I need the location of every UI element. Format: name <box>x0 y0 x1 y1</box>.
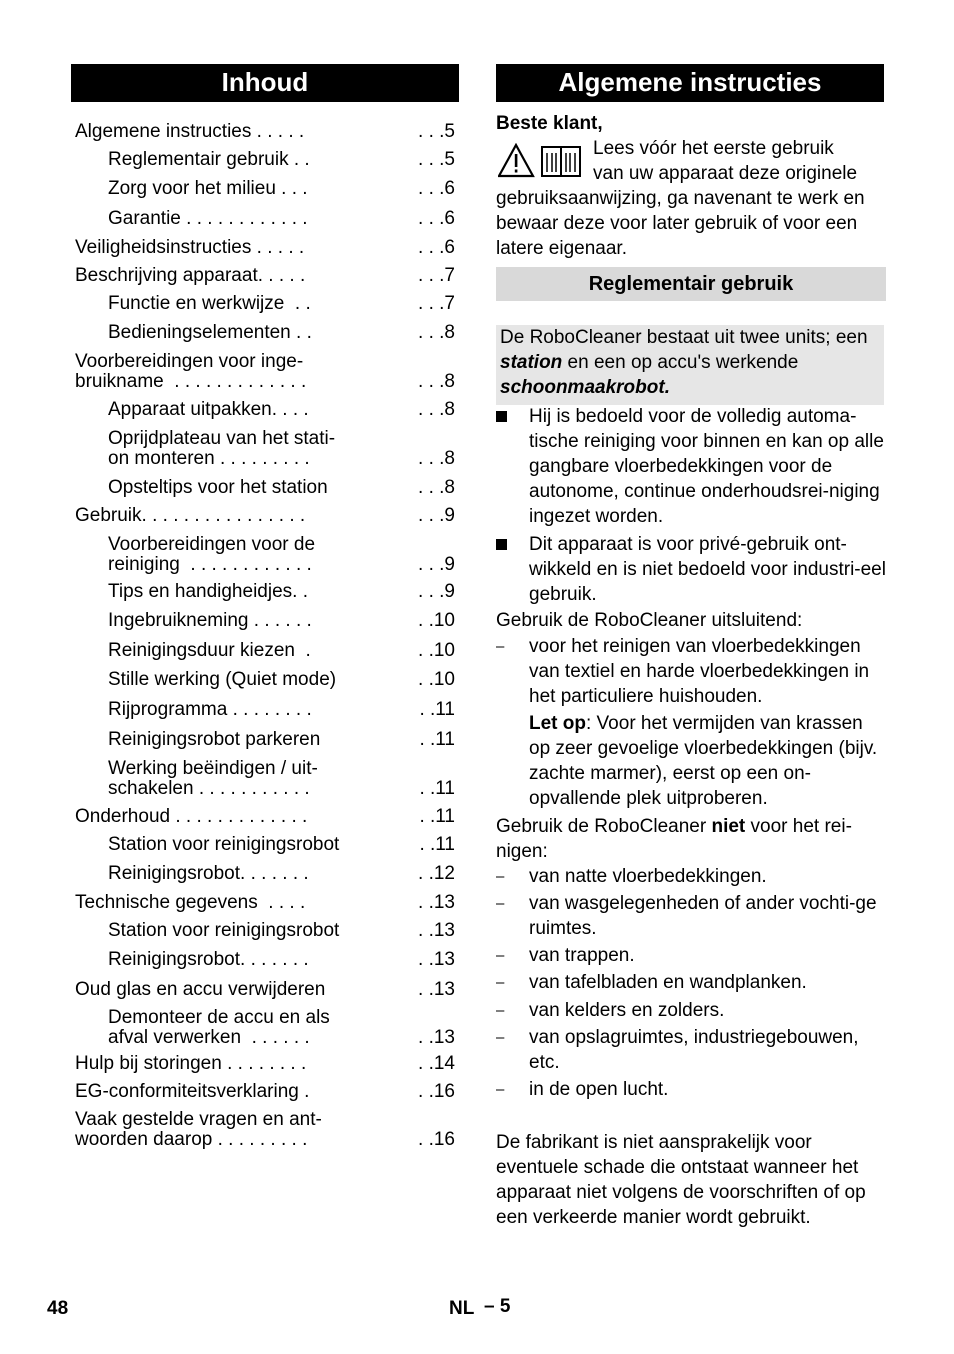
dash-bullet: – <box>496 947 505 964</box>
toc-entry[interactable] <box>75 893 455 913</box>
dash-text: van kelders en zolders. <box>529 1000 725 1021</box>
toc-entry[interactable] <box>75 1110 455 1150</box>
toc-entry-page: . .12 <box>418 863 455 884</box>
toc-entry-page: . . .8 <box>418 371 455 392</box>
toc-entry-title: Gebruik. . . . . . . . . . . . . . . . <box>75 505 306 526</box>
toc-entry-title: Reinigingsduur kiezen . <box>108 640 311 661</box>
toc-entry-page: . . .8 <box>418 399 455 420</box>
general-heading: Algemene instructies <box>496 64 884 102</box>
toc-entry[interactable] <box>75 641 455 661</box>
toc-entry[interactable] <box>75 1054 455 1074</box>
toc-entry-title: Tips en handigheidjes. . <box>108 581 308 602</box>
toc-entry-title: Hulp bij storingen . . . . . . . . <box>75 1053 307 1074</box>
toc-entry-page: . . .9 <box>418 505 455 526</box>
toc-entry[interactable] <box>75 238 455 258</box>
warning-triangle-icon <box>498 143 582 179</box>
toc-entry[interactable] <box>75 478 455 498</box>
toc-entry-title: Reglementair gebruik . . <box>108 149 310 170</box>
dash-text: van opslagruimtes, industriegebouwen, etc. <box>529 1027 859 1073</box>
toc-entry[interactable] <box>75 582 455 602</box>
toc-entry-title: Technische gegevens . . . . <box>75 892 306 913</box>
page-number: 48 <box>47 1298 69 1319</box>
toc-entry-title: Apparaat uitpakken. . . . <box>108 399 309 420</box>
intro-paragraph: gebruiksaanwijzing, ga navenant te werk en bewaar deze voor later gebruik of voor een latere eigenaar. <box>496 188 865 259</box>
toc-entry-title: Rijprogramma . . . . . . . . <box>108 699 312 720</box>
safety-icons <box>498 143 582 179</box>
note-label: Let op <box>529 713 586 734</box>
toc-entry-page: . . .9 <box>418 581 455 602</box>
toc-entry[interactable] <box>75 835 455 855</box>
toc-entry[interactable] <box>75 266 455 286</box>
dash-bullet: – <box>496 1081 505 1098</box>
toc-entry[interactable] <box>75 294 455 314</box>
toc-entry-page: . .11 <box>419 806 455 827</box>
dash-text: van trappen. <box>529 945 635 966</box>
toc-entry-page: . . .7 <box>418 265 455 286</box>
toc-entry[interactable] <box>75 535 455 575</box>
toc-entry[interactable] <box>75 611 455 631</box>
toc-entry[interactable] <box>75 759 455 799</box>
toc-entry[interactable] <box>75 921 455 941</box>
dash-bullet: – <box>496 974 505 991</box>
not-use-post: voor het rei-nigen: <box>496 816 852 862</box>
intro-line-1: Lees vóór het eerste gebruik <box>593 138 834 159</box>
box-text-2: en een op accu's werkende <box>562 352 799 373</box>
toc-entry-title: Beschrijving apparaat. . . . . <box>75 265 306 286</box>
square-bullet-icon <box>496 539 507 550</box>
toc-entry-page: . .11 <box>419 778 455 799</box>
toc-entry-title: Stille werking (Quiet mode) <box>108 669 337 690</box>
disclaimer: De fabrikant is niet aansprakelijk voor eventuele schade die ontstaat wanneer het apparaat niet volgens de voorschriften of op een verkeerde manier wordt gebruikt. <box>496 1132 866 1228</box>
intended-use-box <box>496 325 884 405</box>
toc-entry-page: . .14 <box>418 1053 455 1074</box>
toc-entry[interactable] <box>75 122 455 142</box>
toc-entry-title: Vaak gestelde vragen en ant- woorden daarop . . . . . . . . . <box>75 1109 322 1150</box>
toc-entry-title: Reinigingsrobot. . . . . . . <box>108 949 309 970</box>
box-robot: schoonmaakrobot. <box>500 377 670 398</box>
toc-entry-title: Voorbereidingen voor inge- bruikname . . . . . . . . . . . . . <box>75 351 307 392</box>
only-use-label: Gebruik de RoboCleaner uitsluitend: <box>496 610 803 631</box>
toc-entry-page: . .16 <box>418 1081 455 1102</box>
toc-entry-title: Reinigingsrobot. . . . . . . <box>108 863 309 884</box>
toc-entry-title: Reinigingsrobot parkeren <box>108 729 321 750</box>
language-code: NL <box>449 1298 475 1319</box>
toc-entry-title: Algemene instructies . . . . . <box>75 121 305 142</box>
toc-entry[interactable] <box>75 150 455 170</box>
not-use-label <box>496 814 886 864</box>
toc-heading: Inhoud <box>71 64 459 102</box>
toc-entry[interactable] <box>75 352 455 392</box>
toc-entry-page: . .13 <box>418 920 455 941</box>
greeting: Beste klant, <box>496 113 603 134</box>
toc-entry[interactable] <box>75 670 455 690</box>
not-use-pre: Gebruik de RoboCleaner <box>496 816 712 837</box>
toc-entry[interactable] <box>75 980 455 1000</box>
toc-entry[interactable] <box>75 864 455 884</box>
toc-entry-title: Functie en werkwijze . . <box>108 293 311 314</box>
toc-entry-page: . . .8 <box>418 322 455 343</box>
toc-entry-page: . .13 <box>418 949 455 970</box>
toc-entry-title: Veiligheidsinstructies . . . . . <box>75 237 305 258</box>
toc-entry[interactable] <box>75 323 455 343</box>
toc-entry[interactable] <box>75 807 455 827</box>
section-page: – 5 <box>484 1296 511 1317</box>
not-use-bold: niet <box>711 816 746 837</box>
bullet-text: Dit apparaat is voor privé-gebruik ont-wikkeld en is niet bedoeld voor industri-eel gebruik. <box>529 534 886 605</box>
dash-text: voor het reinigen van vloerbedekkingen van textiel en harde vloerbedekkingen in het particuliere huishouden. <box>529 636 870 707</box>
toc-entry-page: . . .7 <box>418 293 455 314</box>
toc-entry-page: . . .8 <box>418 477 455 498</box>
toc-entry[interactable] <box>75 209 455 229</box>
toc-entry[interactable] <box>75 179 455 199</box>
toc-entry-page: . .10 <box>418 640 455 661</box>
toc-entry-title: Demonteer de accu en als afval verwerken . . . . . . <box>108 1007 330 1048</box>
toc-entry[interactable] <box>75 1082 455 1102</box>
toc-entry-title: Opsteltips voor het station <box>108 477 328 498</box>
toc-entry-title: EG-conformiteitsverklaring . <box>75 1081 310 1102</box>
toc-entry-title: Garantie . . . . . . . . . . . . <box>108 208 308 229</box>
toc-entry[interactable] <box>75 950 455 970</box>
toc-entry[interactable] <box>75 506 455 526</box>
toc-entry-page: . .13 <box>418 1027 455 1048</box>
toc-entry-title: Oprijdplateau van het stati- on monteren . . . . . . . . . <box>108 428 336 469</box>
dash-bullet: – <box>496 1029 505 1046</box>
toc-entry-page: . .13 <box>418 892 455 913</box>
manual-book-icon <box>542 147 580 176</box>
toc-entry-title: Bedieningselementen . . <box>108 322 312 343</box>
toc-entry-page: . . .5 <box>418 121 455 142</box>
toc-entry-title: Voorbereidingen voor de reiniging . . . . . . . . . . . . <box>108 534 316 575</box>
toc-entry-page: . . .5 <box>418 149 455 170</box>
toc-entry-page: . .13 <box>418 979 455 1000</box>
subheading-reglementair: Reglementair gebruik <box>496 267 886 301</box>
toc-entry-title: Oud glas en accu verwijderen <box>75 979 326 1000</box>
dash-text: van tafelbladen en wandplanken. <box>529 972 807 993</box>
note-text: : Voor het vermijden van krassen op zeer gevoelige vloerbedekkingen (bijv. zachte marmer), eerst op een on-opvallende plek uitproberen. <box>529 713 878 809</box>
dash-bullet: – <box>496 868 505 885</box>
toc-entry[interactable] <box>75 400 455 420</box>
toc-entry-title: Station voor reinigingsrobot <box>108 920 340 941</box>
toc-entry[interactable] <box>75 730 455 750</box>
dash-text: in de open lucht. <box>529 1079 669 1100</box>
dash-text: van wasgelegenheden of ander vochti-ge ruimtes. <box>529 893 877 939</box>
toc-entry-title: Station voor reinigingsrobot <box>108 834 340 855</box>
box-text-1: De RoboCleaner bestaat uit twee units; een <box>500 327 868 348</box>
toc-entry-title: Werking beëindigen / uit- schakelen . . . . . . . . . . . <box>108 758 318 799</box>
toc-entry-page: . .10 <box>418 669 455 690</box>
toc-entry-page: . . .6 <box>418 237 455 258</box>
toc-entry-page: . . .9 <box>418 554 455 575</box>
square-bullet-icon <box>496 411 507 422</box>
toc-entry-page: . . .8 <box>418 448 455 469</box>
dash-bullet: – <box>496 1002 505 1019</box>
toc-entry-page: . . .6 <box>418 178 455 199</box>
toc-entry-title: Ingebruikneming . . . . . . <box>108 610 312 631</box>
toc-entry-page: . .11 <box>419 699 455 720</box>
toc-entry-page: . .11 <box>419 729 455 750</box>
dash-text: van natte vloerbedekkingen. <box>529 866 767 887</box>
toc-entry[interactable] <box>75 429 455 469</box>
toc-entry[interactable] <box>75 1008 455 1048</box>
dash-bullet: – <box>496 638 505 655</box>
toc-entry-page: . .11 <box>419 834 455 855</box>
toc-entry-title: Zorg voor het milieu . . . <box>108 178 308 199</box>
toc-entry-page: . . .6 <box>418 208 455 229</box>
toc-entry-page: . .16 <box>418 1129 455 1150</box>
toc-entry[interactable] <box>75 700 455 720</box>
box-station: station <box>500 352 563 373</box>
toc-entry-title: Onderhoud . . . . . . . . . . . . . <box>75 806 308 827</box>
dash-bullet: – <box>496 895 505 912</box>
intro-line-2: van uw apparaat deze originele <box>593 163 858 184</box>
toc-entry-page: . .10 <box>418 610 455 631</box>
bullet-text: Hij is bedoeld voor de volledig automa-tische reiniging voor binnen en kan op alle gangbare vloerbedekkingen voor de autonome, continue onderhoudsrei-niging ingezet worden. <box>529 406 884 527</box>
